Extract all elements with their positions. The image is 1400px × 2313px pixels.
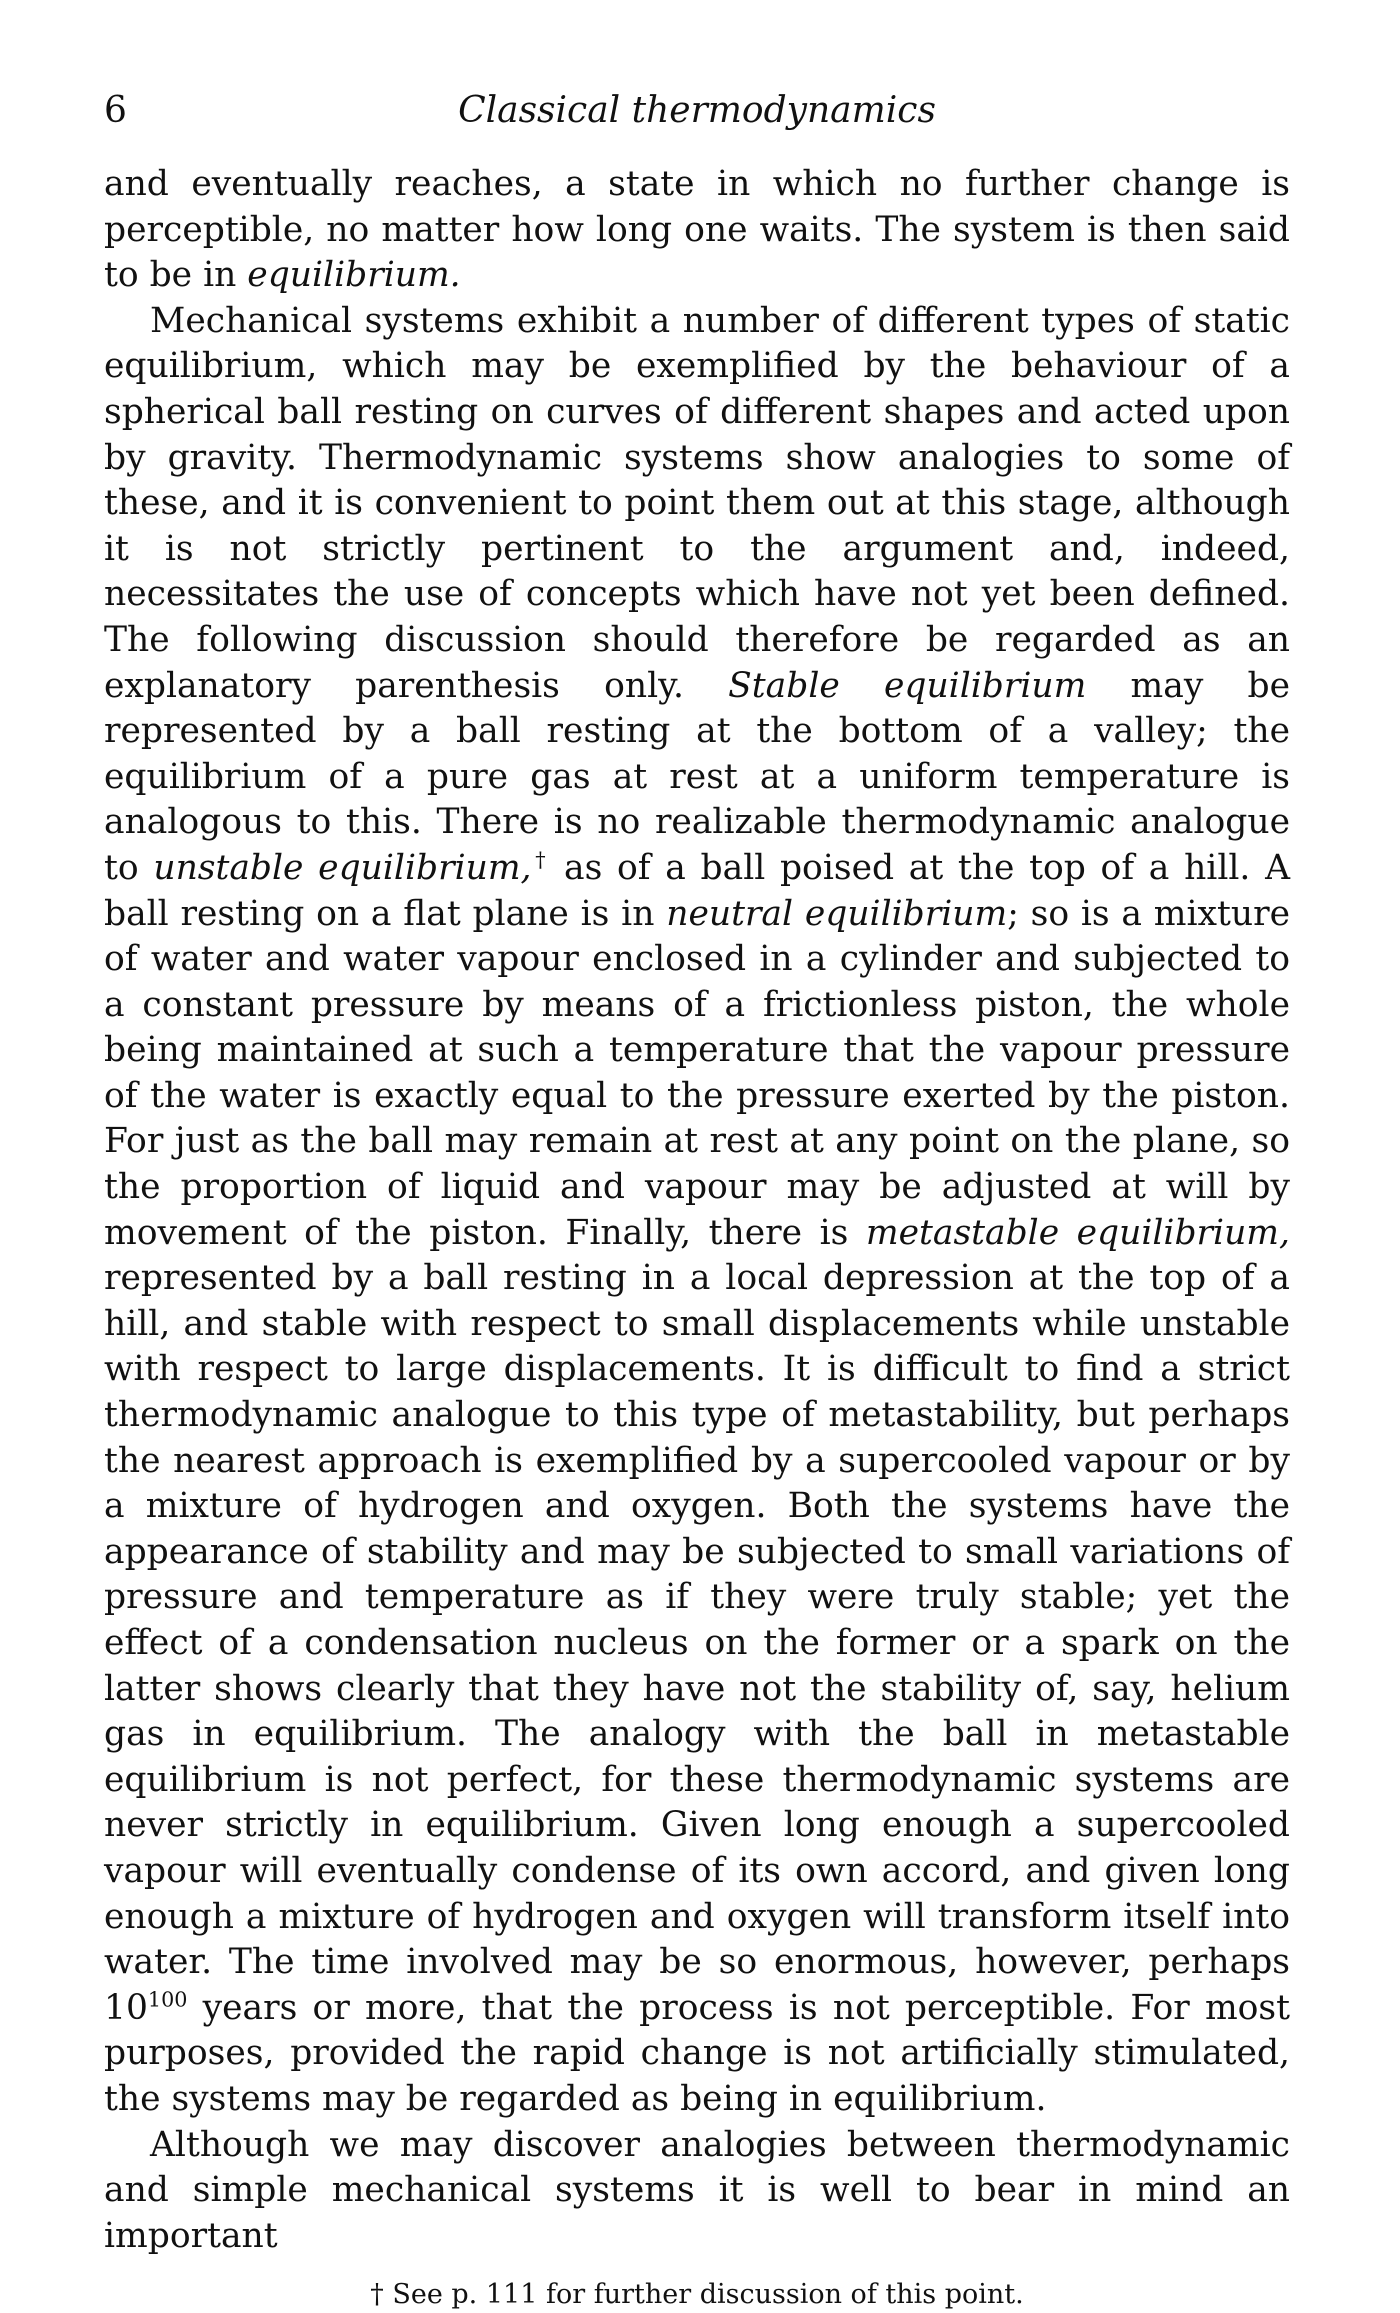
- text-run: as of a ball poised at the top of a hill. A ball resting on a flat plane is in: [104, 847, 1290, 934]
- running-head: [104, 90, 1290, 150]
- exponent: 100: [147, 1987, 188, 2012]
- emphasis-stable-equilibrium: Stable equilibrium: [728, 665, 1087, 706]
- text-run: represented by a ball resting in a local depression at the top of a hill, and stable with respect to small displacements while unstable with respect to large displacements. It is difficult to find a strict thermodynamic analogue to this type of metastability, but perhaps the nearest approach is exemplified by a supercooled vapour or by a mixture of hydrogen and oxygen. Both the systems have the appearance of stability and may be subjected to small variations of pressure and temperature as if they were truly stable; yet the effect of a condensation nucleus on the former or a spark on the latter shows clearly that they have not the stability of, say, helium gas in equilibrium. The analogy with the ball in metastable equilibrium is not perfect, for these thermodynamic systems are never strictly in equilibrium. Given long enough a supercooled vapour will eventually condense of its own accord, and given long enough a mixture of hydrogen and oxygen will transform itself into water. The time involved may be so enormous, however, perhaps 10: [104, 1258, 1290, 2028]
- text-run: Mechanical systems exhibit a number of different types of static equilibrium, which may be exemplified by the behaviour of a spherical ball resting on curves of different shapes and acted upon by gravity. Thermodynamic systems show analogies to some of these, and it is convenient to point them out at this stage, although it is not strictly pertinent to the argument and, indeed, necessitates the use of concepts which have not yet been defined. The following discussion should therefore be regarded as an explanatory parenthesis only.: [104, 300, 1290, 706]
- page-number: 6: [104, 90, 127, 131]
- footnote-marker: †: [531, 847, 550, 872]
- book-page: [104, 90, 1290, 2313]
- emphasis-unstable-equilibrium: unstable equilibrium,: [153, 847, 532, 888]
- paragraph-3: [104, 2123, 1290, 2260]
- running-title: Classical thermodynamics: [458, 90, 936, 131]
- text-run: may be represented by a ball resting at the bottom of a valley; the equilibrium of a pure gas at rest at a uniform temperature is analogous to this. There is no realizable thermodynamic analogue to: [104, 665, 1290, 888]
- paragraph-1: [104, 162, 1290, 299]
- text-run: and eventually reaches, a state in which no further change is perceptible, no matter how long one waits. The system is then said to be in: [104, 164, 1290, 296]
- body-text: [104, 162, 1290, 2259]
- emphasis-neutral-equilibrium: neutral equilibrium: [666, 893, 1008, 934]
- paragraph-2: [104, 299, 1290, 2123]
- footnote: † See p. 111 for further discussion of this point.: [370, 2279, 1024, 2311]
- text-run: ; so is a mixture of water and water vapour enclosed in a cylinder and subjected to a constant pressure by means of a frictionless piston, the whole being maintained at such a temperature that the vapour pressure of the water is exactly equal to the pressure exerted by the piston. For just as the ball may remain at rest at any point on the plane, so the proportion of liquid and vapour may be adjusted at will by movement of the piston. Finally, there is: [104, 893, 1290, 1253]
- text-run: Although we may discover analogies between thermodynamic and simple mechanical systems it is well to bear in mind an important: [104, 2124, 1290, 2256]
- emphasis-metastable-equilibrium: metastable equilibrium,: [865, 1212, 1290, 1253]
- emphasis-equilibrium: equilibrium.: [247, 255, 461, 296]
- text-run: years or more, that the process is not perceptible. For most purposes, provided the rapid change is not artificially stimulated, the systems may be regarded as being in equilibrium.: [104, 1987, 1290, 2119]
